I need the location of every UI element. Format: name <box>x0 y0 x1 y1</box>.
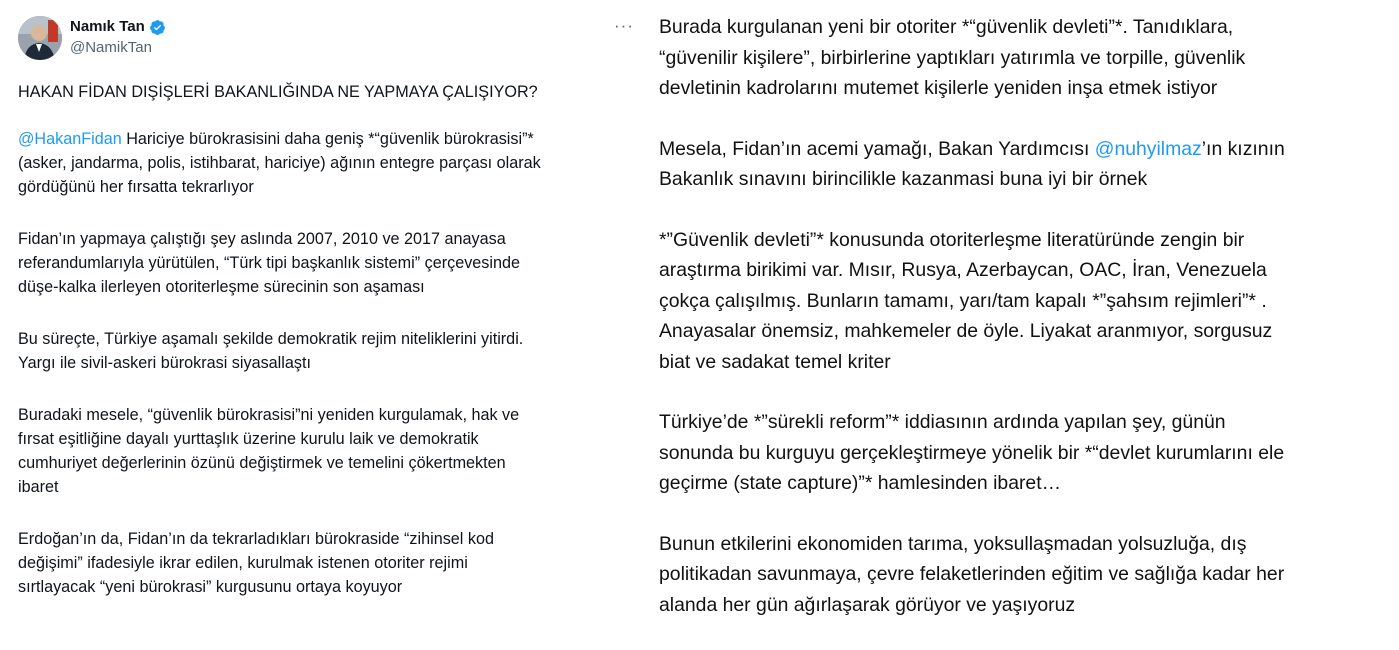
avatar-photo-icon <box>18 16 62 60</box>
tweet-header <box>18 12 640 68</box>
continuation-panel <box>650 0 1399 640</box>
verified-badge-icon <box>149 19 166 36</box>
tweet-paragraph-1 <box>18 127 646 199</box>
user-handle[interactable]: @NamikTan <box>70 39 152 56</box>
display-name[interactable]: Namık Tan <box>70 18 145 35</box>
paragraph-text: Hariciye bürokrasisini daha geniş *“güvenlik bürokrasisi”* (asker, jandarma, polis, istihbarat, hariciye) ağının entegre parçası olarak gördüğünü her fırsatta tekrarlıyor <box>18 130 541 196</box>
mention-link-nuhyilmaz[interactable]: @nuhyilmaz <box>1094 137 1202 160</box>
continuation-paragraph-3: *”Güvenlik devleti”* konusunda otoriterleşme literatüründe zengin bir araştırma birikimi var. Mısır, Rusya, Azerbaycan, OAC, İran, Venezuela çokça çalışılmış. Bunların tamamı, yarı/tam kapalı *”şahsım rejimleri”* . Anayasalar önemsiz, mahkemeler de öyle. Liyakat aranmıyor, sorgusuz biat ve sadakat temel kriter <box>659 228 1273 373</box>
continuation-paragraph-1: Burada kurgulanan yeni bir otoriter *“güvenlik devleti”*. Tanıdıklara, “güvenilir kişilere”, birbirlerine yaptıkları yatırımla ve torpille, güvenlik devletinin kadrolarını mutemet kişilerle yeniden inşa etmek istiyor <box>659 16 1246 99</box>
continuation-paragraph-5: Bunun etkilerini ekonomiden tarıma, yoksullaşmadan yolsuzluğa, dış politikadan savunmaya, çevre felaketlerinden eğitim ve sağlığa kadar her alanda her gün ağırlaşarak görüyor ve yaşıyoruz <box>659 532 1285 616</box>
user-info <box>70 17 166 58</box>
paragraph-text: ’ın kızının Bakanlık sınavını birincilikle kazanmasi buna iyi bir örnek <box>659 137 1285 190</box>
paragraph-text: Mesela, Fidan’ın acemi yamağı, Bakan Yardımcısı <box>659 137 1095 160</box>
tweet-paragraph-3: Bu süreçte, Türkiye aşamalı şekilde demokratik rejim niteliklerini yitirdi. Yargı ile sivil-askeri bürokrasi siyasallaştı <box>18 330 524 372</box>
continuation-paragraph-4: Türkiye’de *”sürekli reform”* iddiasının ardında yapılan şey, günün sonunda bu kurguyu gerçekleştirmeye yönelik bir *“devlet kurumlarını ele geçirme (state capture)”* hamlesinden ibaret… <box>659 411 1285 494</box>
avatar[interactable] <box>18 16 62 60</box>
mention-link-hakanfidan[interactable]: @HakanFidan <box>18 130 122 148</box>
tweet-paragraph-4: Buradaki mesele, “güvenlik bürokrasisi”ni yeniden kurgulamak, hak ve fırsat eşitliğine dayalı yurttaşlık üzerine kurulu laik ve demokratik cumhuriyet değerlerinin özünü değiştirmek ve temelini çökertmekten ibaret <box>18 406 520 496</box>
continuation-body <box>659 12 1399 650</box>
tweet-title: HAKAN FİDAN DIŞİŞLERİ BAKANLIĞINDA NE YAPMAYA ÇALIŞIYOR? <box>18 83 538 101</box>
tweet-paragraph-5: Erdoğan’ın da, Fidan’ın da tekrarladıkları bürokraside “zihinsel kod değişimi” ifadesiyle ikrar edilen, kurulmak istenen otoriter rejimi sırtlayacak “yeni bürokrasi” kurgusunu ortaya koyuyor <box>18 530 494 596</box>
more-options-icon[interactable]: ··· <box>614 16 634 35</box>
tweet-panel <box>0 0 648 640</box>
continuation-paragraph-2 <box>659 134 1399 195</box>
display-name-row[interactable] <box>70 17 166 37</box>
tweet-paragraph-2: Fidan’ın yapmaya çalıştığı şey aslında 2007, 2010 ve 2017 anayasa referandumlarıyla yürütülen, “Türk tipi başkanlık sistemi” çerçevesinde düşe-kalka ilerleyen otoriterleşme sürecinin son aşaması <box>18 230 521 296</box>
tweet-body <box>18 80 646 627</box>
